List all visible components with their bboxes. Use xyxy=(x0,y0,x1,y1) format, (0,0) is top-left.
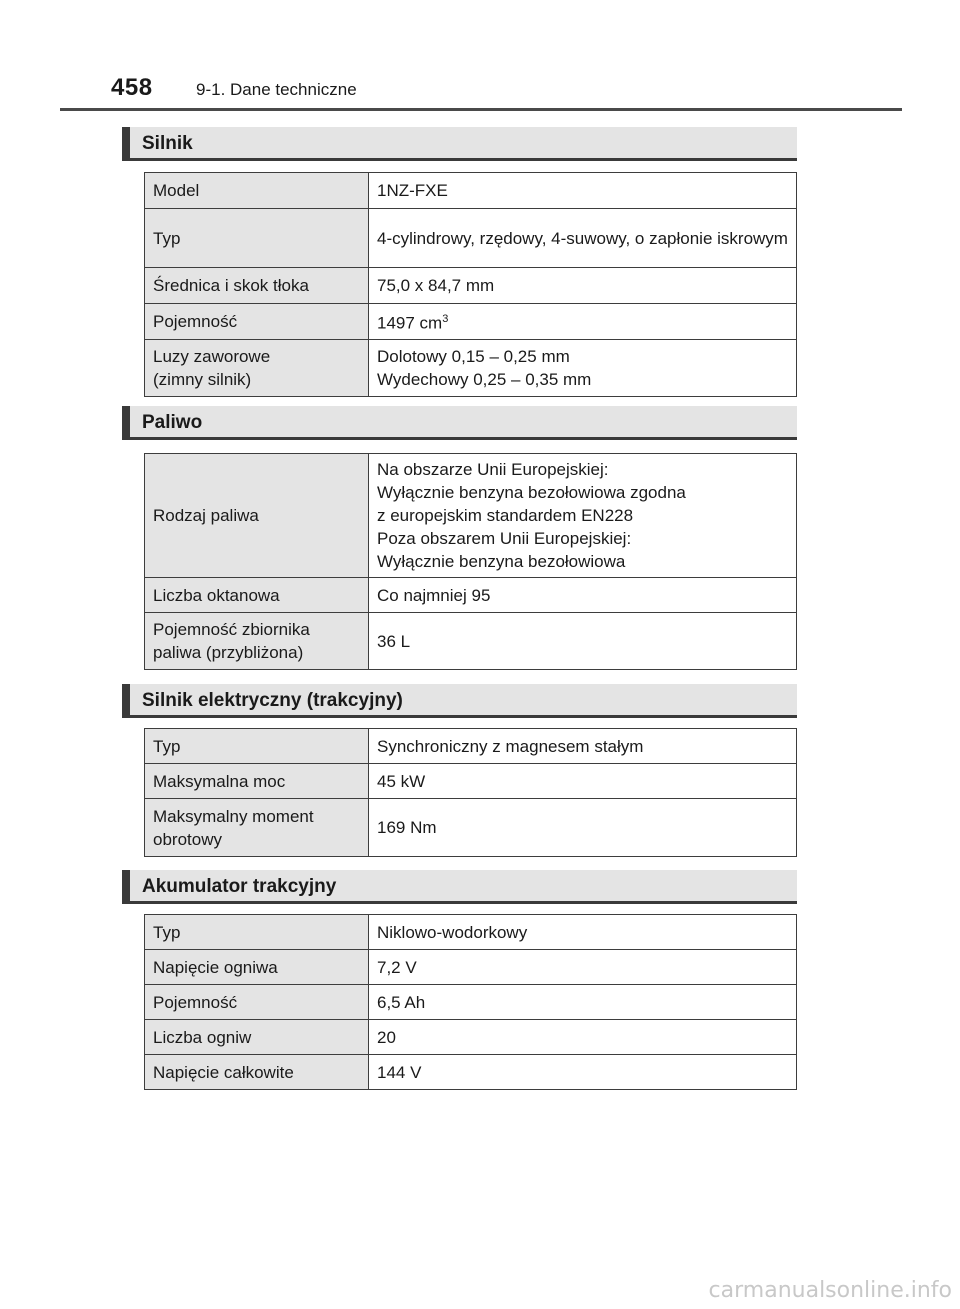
row-value: 6,5 Ah xyxy=(369,985,797,1020)
table-row xyxy=(145,729,797,764)
table-row xyxy=(145,268,797,304)
section-heading-engine xyxy=(122,127,797,161)
row-value: Niklowo-wodorkowy xyxy=(369,915,797,950)
table-row xyxy=(145,764,797,799)
row-label: Model xyxy=(145,173,369,209)
label-line: obrotowy xyxy=(153,829,222,849)
fuel-spec-table xyxy=(144,453,797,670)
row-value: 75,0 x 84,7 mm xyxy=(369,268,797,304)
page-header xyxy=(0,0,960,115)
battery-spec-table xyxy=(144,914,797,1090)
section-heading-battery xyxy=(122,870,797,904)
row-value: 4-cylindrowy, rzędowy, 4-suwowy, o zapłonie iskrowym xyxy=(369,209,797,268)
page-number: 458 xyxy=(111,74,153,101)
value-line: Dolotowy 0,15 – 0,25 mm xyxy=(377,347,570,366)
table-row xyxy=(145,173,797,209)
label-line: paliwa (przybliżona) xyxy=(153,643,304,662)
value-line: Na obszarze Unii Europejskiej: xyxy=(377,460,609,479)
row-value: 7,2 V xyxy=(369,950,797,985)
table-row xyxy=(145,340,797,397)
value-line: Wyłącznie benzyna bezołowiowa xyxy=(377,552,626,571)
row-value xyxy=(369,454,797,578)
row-value xyxy=(369,304,797,340)
row-label: Liczba ogniw xyxy=(145,1020,369,1055)
displacement-value: 1497 cm xyxy=(377,313,443,333)
section-title: Silnik xyxy=(142,133,193,154)
motor-spec-table xyxy=(144,728,797,857)
row-label: Typ xyxy=(145,915,369,950)
table-row xyxy=(145,454,797,578)
table-row xyxy=(145,799,797,857)
table-row xyxy=(145,915,797,950)
row-label: Liczba oktanowa xyxy=(145,578,369,613)
header-divider xyxy=(60,108,902,111)
table-row xyxy=(145,209,797,268)
row-value: 36 L xyxy=(369,613,797,670)
chapter-title: 9-1. Dane techniczne xyxy=(196,80,357,99)
table-row xyxy=(145,304,797,340)
row-value: 169 Nm xyxy=(369,799,797,857)
row-value: Co najmniej 95 xyxy=(369,578,797,613)
row-label: Typ xyxy=(145,209,369,268)
row-value: 1NZ-FXE xyxy=(369,173,797,209)
row-value xyxy=(369,340,797,397)
row-label xyxy=(145,799,369,857)
label-line: Luzy zaworowe xyxy=(153,347,271,366)
row-label: Napięcie ogniwa xyxy=(145,950,369,985)
table-row xyxy=(145,985,797,1020)
row-value: 144 V xyxy=(369,1055,797,1090)
section-title: Silnik elektryczny (trakcyjny) xyxy=(142,690,403,711)
label-line: (zimny silnik) xyxy=(153,370,252,389)
section-title: Akumulator trakcyjny xyxy=(142,876,337,897)
table-row xyxy=(145,1055,797,1090)
value-line: Poza obszarem Unii Europejskiej: xyxy=(377,529,632,548)
row-label xyxy=(145,340,369,397)
table-row xyxy=(145,578,797,613)
row-value: 45 kW xyxy=(369,764,797,799)
row-label: Typ xyxy=(145,729,369,764)
row-label: Średnica i skok tłoka xyxy=(145,268,369,304)
value-line: Wyłącznie benzyna bezołowiowa zgodna xyxy=(377,483,686,502)
table-row xyxy=(145,613,797,670)
section-title: Paliwo xyxy=(142,412,203,433)
label-line: Maksymalny moment xyxy=(153,806,314,826)
unit-superscript: 3 xyxy=(442,313,449,326)
table-row xyxy=(145,1020,797,1055)
value-line: Wydechowy 0,25 – 0,35 mm xyxy=(377,370,592,389)
watermark: carmanualsonline.info xyxy=(708,1278,952,1303)
row-label: Maksymalna moc xyxy=(145,764,369,799)
value-line: z europejskim standardem EN228 xyxy=(377,506,634,525)
row-label: Pojemność xyxy=(145,985,369,1020)
row-label: Napięcie całkowite xyxy=(145,1055,369,1090)
section-heading-fuel xyxy=(122,406,797,440)
label-line: Pojemność zbiornika xyxy=(153,620,310,639)
row-value: Synchroniczny z magnesem stałym xyxy=(369,729,797,764)
row-label xyxy=(145,613,369,670)
row-label: Rodzaj paliwa xyxy=(145,454,369,578)
section-heading-motor xyxy=(122,684,797,718)
engine-spec-table xyxy=(144,172,797,397)
table-row xyxy=(145,950,797,985)
row-value: 20 xyxy=(369,1020,797,1055)
row-label: Pojemność xyxy=(145,304,369,340)
